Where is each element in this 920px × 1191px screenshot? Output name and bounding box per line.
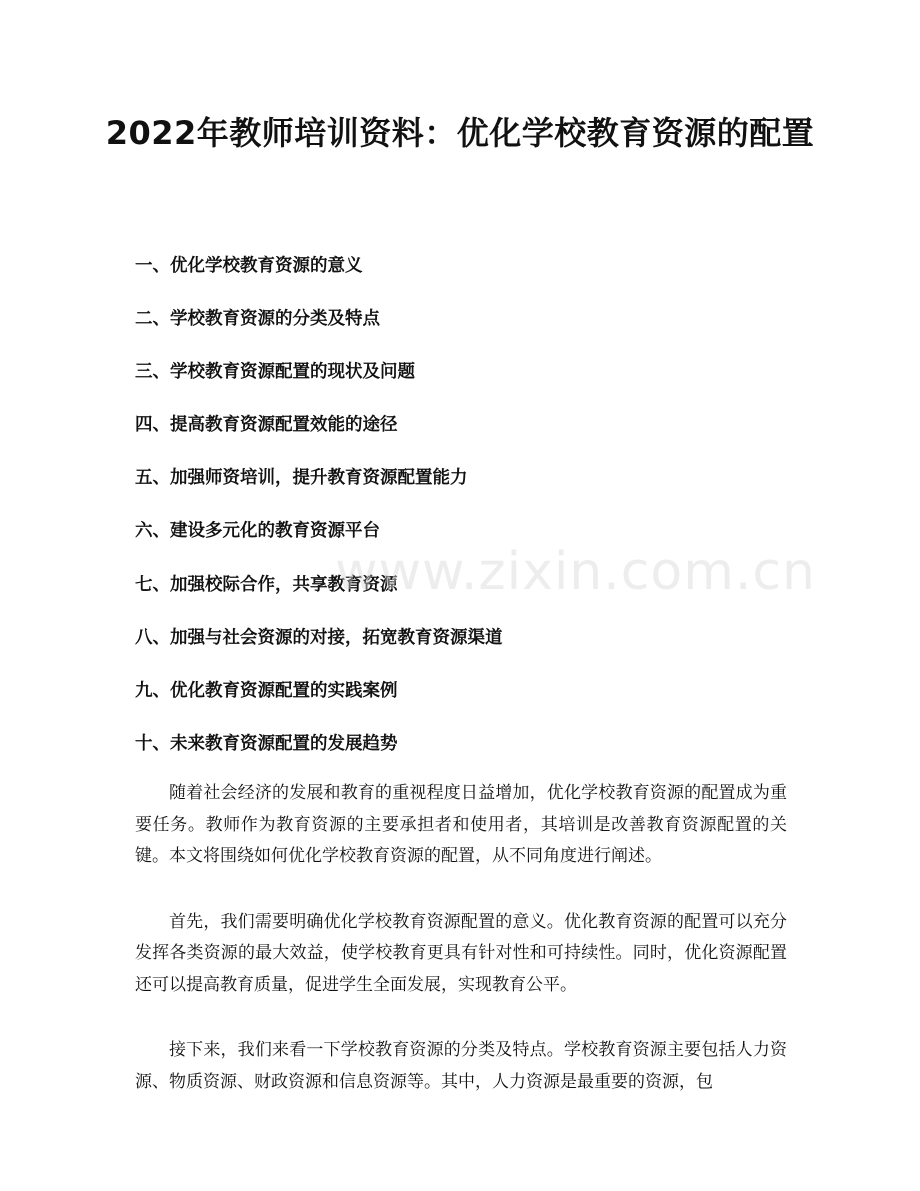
- toc-item: 六、建设多元化的教育资源平台: [135, 521, 380, 542]
- toc-item: 三、学校教育资源配置的现状及问题: [135, 362, 415, 383]
- toc-item: 九、优化教育资源配置的实践案例: [135, 680, 398, 701]
- body-text: [135, 778, 787, 1132]
- watermark: www.zixin.com.cn: [335, 542, 816, 602]
- table-of-contents: [135, 250, 503, 781]
- toc-item: 七、加强校际合作，共享教育资源: [135, 574, 398, 595]
- paragraph: 接下来，我们来看一下学校教育资源的分类及特点。学校教育资源主要包括人力资源、物质资源、财政资源和信息资源等。其中，人力资源是最重要的资源，包: [135, 1040, 787, 1092]
- toc-item: 八、加强与社会资源的对接，拓宽教育资源渠道: [135, 627, 503, 648]
- paragraph: 随着社会经济的发展和教育的重视程度日益增加，优化学校教育资源的配置成为重要任务。教师作为教育资源的主要承担者和使用者，其培训是改善教育资源配置的关键。本文将围绕如何优化学校教育资源的配置，从不同角度进行阐述。: [135, 783, 787, 866]
- document-title: 2022年教师培训资料：优化学校教育资源的配置: [105, 114, 815, 152]
- toc-item: 一、优化学校教育资源的意义: [135, 256, 363, 276]
- toc-item: 五、加强师资培训，提升教育资源配置能力: [135, 468, 468, 489]
- paragraph: 首先，我们需要明确优化学校教育资源配置的意义。优化教育资源的配置可以充分发挥各类资源的最大效益，使学校教育更具有针对性和可持续性。同时，优化资源配置还可以提高教育质量，促进学生全面发展，实现教育公平。: [135, 911, 787, 995]
- toc-item: 四、提高教育资源配置效能的途径: [135, 415, 398, 436]
- toc-item: 二、学校教育资源的分类及特点: [135, 309, 380, 330]
- toc-item: 十、未来教育资源配置的发展趋势: [135, 733, 398, 754]
